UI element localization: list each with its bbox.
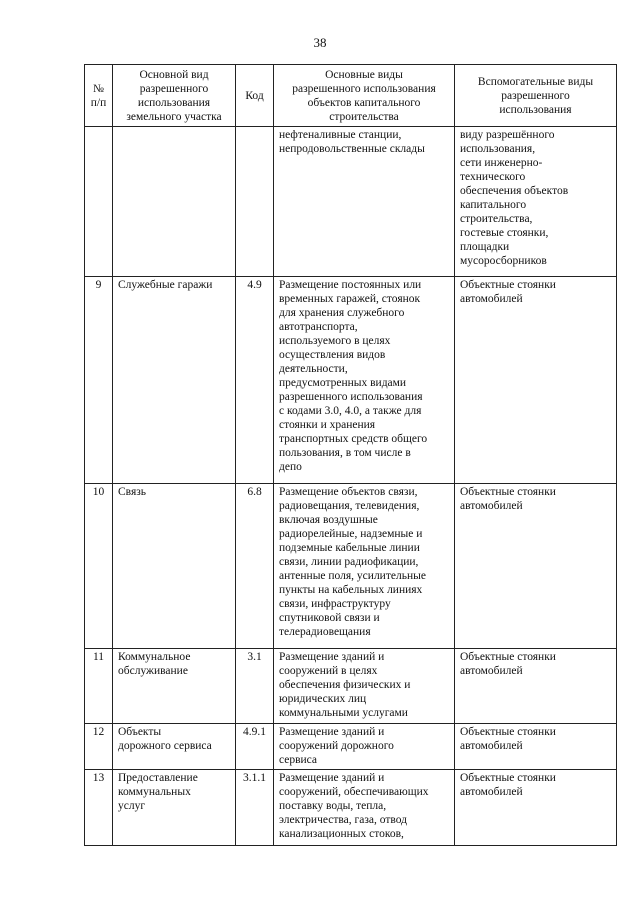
table-row	[85, 724, 617, 770]
row-main-use: нефтеналивные станции, непродовольственные склады	[274, 127, 455, 277]
table-row	[85, 770, 617, 846]
row-auxiliary-use: Объектные стоянки автомобилей	[455, 724, 617, 770]
header-number: № п/п	[85, 65, 113, 127]
row-main-use: Размещение объектов связи, радиовещания, телевидения, включая воздушные радиорелейные, надземные и подземные кабельные линии связи, линии радиофикации, антенные поля, усилительные пункты на кабельных линиях связи, инфраструктуру спутниковой связи и телерадиовещания	[274, 484, 455, 649]
row-land-use: Объекты дорожного сервиса	[113, 724, 236, 770]
row-auxiliary-use: Объектные стоянки автомобилей	[455, 484, 617, 649]
row-number	[85, 127, 113, 277]
table-header-row	[85, 65, 617, 127]
land-use-table	[84, 64, 617, 846]
row-land-use	[113, 127, 236, 277]
header-main-land-use: Основной вид разрешенного использования земельного участка	[113, 65, 236, 127]
row-main-use: Размещение постоянных или временных гаражей, стоянок для хранения служебного автотранспорта, используемого в целях осуществления видов деятельности, предусмотренных видами разрешенного использования с кодами 3.0, 4.0, а также для стоянки и хранения транспортных средств общего пользования, в том числе в депо	[274, 277, 455, 484]
table-row	[85, 484, 617, 649]
row-land-use: Служебные гаражи	[113, 277, 236, 484]
row-code: 6.8	[236, 484, 274, 649]
row-auxiliary-use: Объектные стоянки автомобилей	[455, 277, 617, 484]
row-main-use: Размещение зданий и сооружений, обеспечивающих поставку воды, тепла, электричества, газа, отвод канализационных стоков,	[274, 770, 455, 846]
table-row	[85, 277, 617, 484]
row-code	[236, 127, 274, 277]
row-code: 4.9.1	[236, 724, 274, 770]
header-main-capital-use: Основные виды разрешенного использования объектов капитального строительства	[274, 65, 455, 127]
row-land-use: Связь	[113, 484, 236, 649]
header-auxiliary-use: Вспомогательные виды разрешенного использования	[455, 65, 617, 127]
row-number: 10	[85, 484, 113, 649]
row-code: 3.1.1	[236, 770, 274, 846]
table-row	[85, 127, 617, 277]
table-row	[85, 649, 617, 724]
row-number: 12	[85, 724, 113, 770]
header-code: Код	[236, 65, 274, 127]
row-land-use: Предоставление коммунальных услуг	[113, 770, 236, 846]
row-number: 9	[85, 277, 113, 484]
row-auxiliary-use: виду разрешённого использования, сети инженерно- технического обеспечения объектов капитального строительства, гостевые стоянки, площадки мусоросборников	[455, 127, 617, 277]
row-main-use: Размещение зданий и сооружений в целях обеспечения физических и юридических лиц коммунальными услугами	[274, 649, 455, 724]
row-land-use: Коммунальное обслуживание	[113, 649, 236, 724]
row-code: 3.1	[236, 649, 274, 724]
row-auxiliary-use: Объектные стоянки автомобилей	[455, 770, 617, 846]
row-auxiliary-use: Объектные стоянки автомобилей	[455, 649, 617, 724]
row-number: 11	[85, 649, 113, 724]
row-main-use: Размещение зданий и сооружений дорожного сервиса	[274, 724, 455, 770]
row-number: 13	[85, 770, 113, 846]
row-code: 4.9	[236, 277, 274, 484]
page-number: 38	[313, 35, 327, 50]
